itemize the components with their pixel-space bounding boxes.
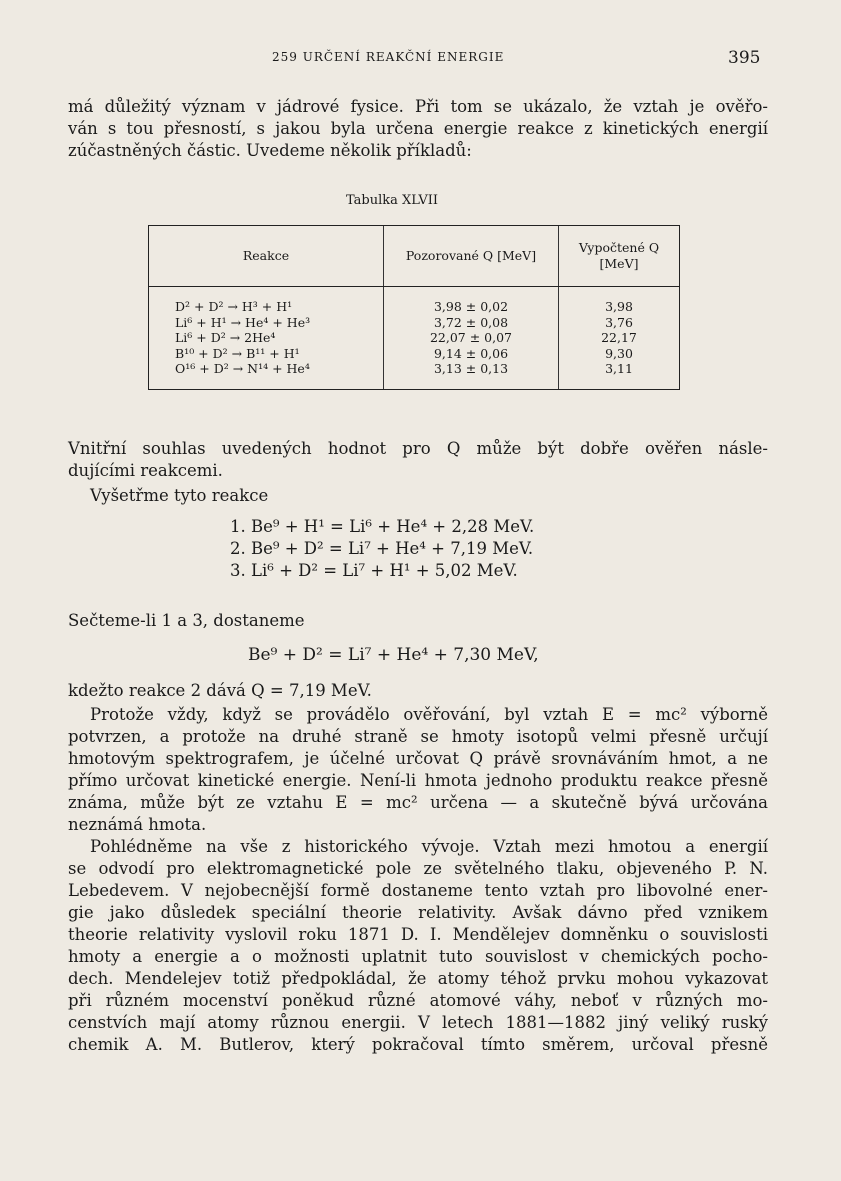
sum-intro [68,610,768,632]
text-line: neznámá hmota. [68,815,207,834]
table-row [149,330,680,346]
reaction-cell: Li⁶ + H¹ → He⁴ + He³ [149,315,384,331]
table-row [149,361,680,389]
text-line: Lebedevem. V nejobecnější formě dostaneme tento vztah pro libovolné ener- [68,881,768,900]
column-header-computed: Vypočtené Q [MeV] [559,226,680,287]
computed-cell: 3,76 [559,315,680,331]
text-line: přímo určovat kinetické energie. Není-li hmota jednoho produktu reakce přesně [68,771,768,790]
text-line: dujícími reakcemi. [68,461,223,480]
computed-cell: 9,30 [559,346,680,362]
text-line: Protože vždy, když se provádělo ověřování, byl vztah E = mc² výborně [90,705,768,724]
consistency-paragraph [68,438,768,482]
page-number: 395 [728,48,761,68]
examine-line [90,485,790,507]
text-line: má důležitý význam v jádrové fysice. Při tom se ukázalo, že vztah je ověřo- [68,97,768,116]
text-line: Vnitřní souhlas uvedených hodnot pro Q může být dobře ověřen násle- [68,439,768,458]
computed-cell: 3,11 [559,361,680,389]
observed-cell: 3,72 ± 0,08 [384,315,559,331]
observed-cell: 22,07 ± 0,07 [384,330,559,346]
text-line: dech. Mendelejev totiž předpokládal, že atomy téhož prvku mohou vykazovat [68,969,768,988]
text-line: Vyšetřme tyto reakce [90,486,269,505]
text-line: censtvích mají atomy různou energii. V letech 1881—1882 jiný veliký ruský [68,1013,768,1032]
text-line: theorie relativity vyslovil roku 1871 D. I. Mendělejev domněnku o souvislosti [68,925,768,944]
text-line: hmoty a energie a o možnosti uplatnit tuto souvislost v chemických pocho- [68,947,768,966]
reaction-cell: Li⁶ + D² → 2He⁴ [149,330,384,346]
column-header-observed: Pozorované Q [MeV] [384,226,559,287]
column-header-reaction: Reakce [149,226,384,287]
reaction-cell: B¹⁰ + D² → B¹¹ + H¹ [149,346,384,362]
whereas-line [68,680,768,702]
text-line: zúčastněných částic. Uvedeme několik příkladů: [68,141,472,160]
observed-cell: 9,14 ± 0,06 [384,346,559,362]
text-line: kdežto reakce 2 dává Q = 7,19 MeV. [68,681,372,700]
equation-2: 2. Be⁹ + D² = Li⁷ + He⁴ + 7,19 MeV. [230,539,534,558]
table-caption: Tabulka XLVII [346,193,439,208]
computed-cell: 3,98 [559,287,680,315]
text-line: hmotovým spektrografem, je účelné určovat Q právě srovnáváním hmot, a ne [68,749,768,768]
computed-cell: 22,17 [559,330,680,346]
table-row [149,315,680,331]
observed-cell: 3,98 ± 0,02 [384,287,559,315]
text-line: ván s tou přesností, s jakou byla určena energie reakce z kinetických energií [68,119,768,138]
reaction-cell: O¹⁶ + D² → N¹⁴ + He⁴ [149,361,384,389]
text-line: známa, může být ze vztahu E = mc² určena — a skutečně bývá určována [68,793,768,812]
reaction-table [148,225,680,390]
text-line: potvrzen, a protože na druhé straně se hmoty isotopů velmi přesně určují [68,727,768,746]
running-head: 259 URČENÍ REAKČNÍ ENERGIE [272,50,505,64]
history-paragraph [68,836,768,1056]
text-line: gie jako důsledek speciální theorie relativity. Avšak dávno před vznikem [68,903,768,922]
text-line: Sečteme-li 1 a 3, dostaneme [68,611,305,630]
observed-cell: 3,13 ± 0,13 [384,361,559,389]
intro-paragraph [68,96,768,162]
sum-equation: Be⁹ + D² = Li⁷ + He⁴ + 7,30 MeV, [248,645,539,665]
text-line: chemik A. M. Butlerov, který pokračoval tímto směrem, určoval přesně [68,1035,768,1054]
equation-list [230,516,534,582]
reaction-cell: D² + D² → H³ + H¹ [149,287,384,315]
equation-3: 3. Li⁶ + D² = Li⁷ + H¹ + 5,02 MeV. [230,561,518,580]
text-line: se odvodí pro elektromagnetické pole ze světelného tlaku, objeveného P. N. [68,859,768,878]
verification-paragraph [68,704,768,836]
equation-1: 1. Be⁹ + H¹ = Li⁶ + He⁴ + 2,28 MeV. [230,517,535,536]
table-row [149,346,680,362]
table-row [149,287,680,315]
text-line: při různém mocenství poněkud různé atomové váhy, neboť v různých mo- [68,991,768,1010]
text-line: Pohlédněme na vše z historického vývoje. Vztah mezi hmotou a energií [90,837,768,856]
